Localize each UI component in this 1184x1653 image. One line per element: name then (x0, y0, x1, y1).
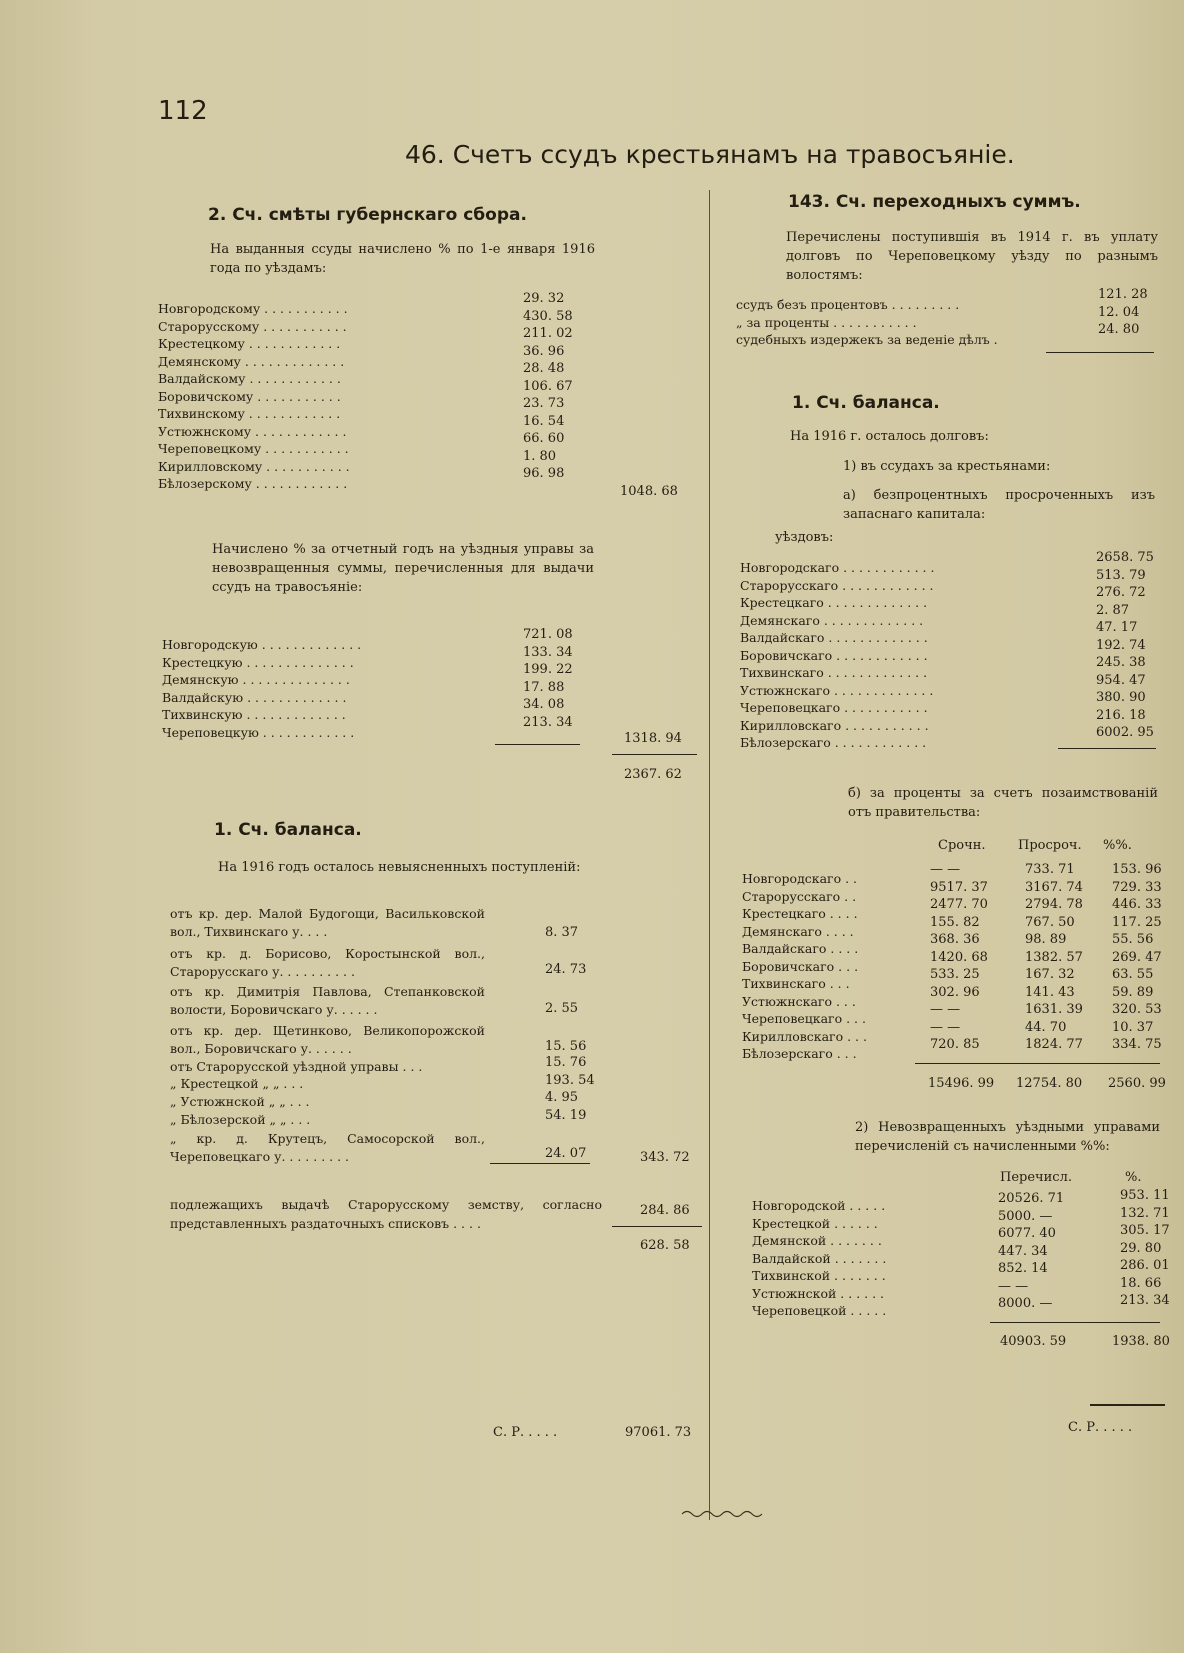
right-s1-row-label: судебныхъ издержекъ за веденіе дѣлъ . (736, 332, 998, 347)
left-s1-row-label: Старорусскому . . . . . . . . . . . (158, 318, 347, 334)
left-s3-row-value: 193. 54 (545, 1073, 595, 1088)
left-s3-heading: 1. Сч. баланса. (214, 820, 362, 840)
left-s1-row-value: 66. 60 (523, 431, 565, 446)
left-s2-total: 1318. 94 (624, 731, 682, 746)
left-s1-row-value: 106. 67 (523, 378, 573, 394)
right-s3-header-1: Срочн. (938, 838, 986, 853)
left-s1-row-label: Бѣлозерскому . . . . . . . . . . . . (158, 476, 348, 491)
ornament-squiggle (680, 1508, 770, 1520)
left-s3-row-value: 24. 73 (545, 962, 587, 977)
right-s3-row-c2: 141. 43 (1025, 984, 1075, 1000)
left-s3-row-label: отъ кр. дер. Малой Будогощи, Васильковской вол., Тихвинскаго у. . . . (170, 906, 485, 939)
right-s3-row-label: Бѣлозерскаго . . . (742, 1046, 857, 1061)
left-s3-row-value: 24. 07 (545, 1146, 587, 1161)
left-s3-row-label: „ кр. д. Крутецъ, Самосорской вол., Череповецкаго у. . . . . . . . . (170, 1131, 485, 1164)
right-s3-row-c1: 9517. 37 (930, 879, 988, 895)
left-s3-row-value: 2. 55 (545, 1001, 579, 1016)
right-s3-row-c2: 44. 70 (1025, 1019, 1067, 1035)
left-s3-total: 343. 72 (640, 1150, 690, 1165)
right-s2-row-value: 2. 87 (1096, 602, 1130, 618)
right-s3-row-c1: 720. 85 (930, 1037, 980, 1052)
right-s3-row-c2: 167. 32 (1025, 967, 1075, 982)
left-s3-intro: На 1916 годъ осталось невыясненныхъ поступленій: (218, 860, 581, 875)
right-s4-row-c2: 305. 17 (1120, 1223, 1170, 1238)
left-s2-grand: 2367. 62 (624, 767, 682, 782)
left-s2-row-value: 213. 34 (523, 714, 573, 730)
right-s1-intro: Перечислены поступившія въ 1914 г. въ уплату долговъ по Череповецкому уѣзду по разнымъ волостямъ: (786, 230, 1158, 283)
right-s3-row-label: Тихвинскаго . . . (742, 976, 850, 991)
right-s2-row-label: Валдайскаго . . . . . . . . . . . . . (740, 630, 928, 645)
right-s2-row-label: Боровичскаго . . . . . . . . . . . . (740, 647, 928, 663)
left-s1-row-value: 1. 80 (523, 448, 557, 464)
right-s4-row-c2: 213. 34 (1120, 1293, 1170, 1308)
right-s4-total-2: 1938. 80 (1112, 1334, 1170, 1349)
right-s3-row-c3: 117. 25 (1112, 914, 1162, 930)
right-s1-rule (1046, 352, 1154, 353)
right-s3-row-c3: 334. 75 (1112, 1037, 1162, 1052)
right-s3-intro: б) за проценты за счетъ позаимствованій отъ правительства: (848, 786, 1158, 820)
left-s1-row-label: Крестецкому . . . . . . . . . . . . (158, 336, 341, 351)
right-s3-total-3: 2560. 99 (1108, 1076, 1166, 1091)
left-s3-extra-label: подлежащихъ выдачѣ Старорусскому земству, согласно представленныхъ раздаточныхъ списковъ . . . . (170, 1197, 602, 1231)
right-s2-rule (1058, 748, 1156, 749)
column-divider (709, 190, 710, 1520)
right-s4-row-label: Устюжнской . . . . . . (752, 1285, 885, 1301)
right-s4-header-1: Перечисл. (1000, 1170, 1072, 1185)
left-s2-row-label: Новгородскую . . . . . . . . . . . . . (162, 637, 362, 652)
right-s1-row-label: ссудъ безъ процентовъ . . . . . . . . . (736, 297, 960, 312)
left-s1-row-label: Череповецкому . . . . . . . . . . . (158, 441, 349, 456)
right-s2-row-label: Старорусскаго . . . . . . . . . . . . (740, 577, 934, 593)
right-s3-row-label: Крестецкаго . . . . (742, 906, 858, 921)
right-s4-header-2: %. (1125, 1170, 1142, 1185)
right-s2-row-label: Устюжнскаго . . . . . . . . . . . . . (740, 682, 934, 698)
right-s2-row-value: 2658. 75 (1096, 550, 1154, 565)
left-s2-row-label: Тихвинскую . . . . . . . . . . . . . (162, 707, 346, 722)
right-s4-row-c2: 29. 80 (1120, 1240, 1162, 1256)
left-s2-intro: Начислено % за отчетный годъ на уѣздныя управы за невозвращенныя суммы, перечисленныя для выдачи ссудъ на травосъяніе: (212, 542, 594, 595)
left-s1-row-value: 23. 73 (523, 396, 565, 411)
right-footer-rule (1090, 1404, 1165, 1406)
left-s3-row-label: отъ Старорусской уѣздной управы . . . (170, 1059, 423, 1074)
right-s4-row-c2: 286. 01 (1120, 1258, 1170, 1273)
left-s1-row-value: 29. 32 (523, 291, 565, 306)
right-s3-row-label: Демянскаго . . . . (742, 923, 854, 939)
left-s3-row-value: 4. 95 (545, 1090, 579, 1105)
right-s4-row-label: Крестецкой . . . . . . (752, 1215, 878, 1231)
left-s2-row-label: Крестецкую . . . . . . . . . . . . . . (162, 654, 354, 670)
left-s3-row-value: 8. 37 (545, 925, 579, 940)
left-s1-row-label: Боровичскому . . . . . . . . . . . (158, 388, 341, 404)
right-s1-heading: 143. Сч. переходныхъ суммъ. (788, 192, 1081, 212)
right-s3-row-c1: — — (930, 1019, 961, 1035)
right-footer-label: С. Р. . . . . (1068, 1420, 1133, 1435)
left-s3-row-label: „ Крестецкой „ „ . . . (170, 1076, 304, 1091)
left-s3-row-value: 15. 76 (545, 1055, 587, 1070)
right-s2-row-value: 380. 90 (1096, 690, 1146, 705)
right-s2-row-value: 47. 17 (1096, 620, 1138, 635)
right-s3-row-c1: — — (930, 1002, 961, 1017)
left-s1-row-label: Новгородскому . . . . . . . . . . . (158, 301, 348, 316)
right-s4-row-c2: 953. 11 (1120, 1188, 1170, 1203)
right-s3-row-c3: 59. 89 (1112, 984, 1154, 1000)
right-s4-row-c2: 132. 71 (1120, 1205, 1170, 1221)
right-s4-row-label: Череповецкой . . . . . (752, 1303, 887, 1318)
left-s1-total: 1048. 68 (620, 484, 678, 499)
right-s2-p3: а) безпроцентныхъ просроченныхъ изъ запаснаго капитала: (843, 488, 1155, 522)
right-s4-total-1: 40903. 59 (1000, 1334, 1067, 1349)
left-s3-row-label: отъ кр. дер. Щетинково, Великопорожской вол., Боровичскаго у. . . . . . (170, 1023, 485, 1056)
right-s3-row-c2: 1631. 39 (1025, 1002, 1083, 1017)
right-s3-row-c2: 733. 71 (1025, 862, 1075, 877)
right-s3-row-c1: 2477. 70 (930, 897, 988, 912)
left-s3-grand: 628. 58 (640, 1238, 690, 1253)
left-footer-label: С. Р. . . . . (493, 1425, 558, 1440)
right-s2-row-value: 6002. 95 (1096, 725, 1154, 740)
right-s3-row-c1: 1420. 68 (930, 949, 988, 965)
right-s2-row-label: Бѣлозерскаго . . . . . . . . . . . . (740, 735, 927, 750)
right-s2-p2: 1) въ ссудахъ за крестьянами: (843, 459, 1051, 474)
left-s1-row-label: Кирилловскому . . . . . . . . . . . (158, 458, 350, 474)
right-s2-row-label: Новгородскаго . . . . . . . . . . . . (740, 560, 935, 575)
left-s1-row-value: 430. 58 (523, 308, 573, 324)
left-s2-rule2 (612, 754, 697, 755)
right-s4-row-label: Демянской . . . . . . . (752, 1233, 882, 1248)
left-s3-row-label: „ Устюжнской „ „ . . . (170, 1094, 310, 1109)
right-s4-row-c1: 8000. — (998, 1296, 1053, 1311)
left-s2-rule (495, 744, 580, 745)
right-s3-row-label: Старорусскаго . . (742, 888, 857, 904)
left-s2-row-value: 17. 88 (523, 679, 565, 695)
right-s3-row-c2: 2794. 78 (1025, 897, 1083, 912)
right-s3-total-1: 15496. 99 (928, 1076, 995, 1091)
right-s3-row-label: Кирилловскаго . . . (742, 1028, 867, 1044)
left-s3-rule (490, 1163, 590, 1164)
right-s2-row-label: Демянскаго . . . . . . . . . . . . . (740, 612, 924, 628)
right-s4-row-c1: 20526. 71 (998, 1191, 1065, 1206)
right-s3-row-c1: 302. 96 (930, 984, 980, 1000)
right-s1-row-value: 24. 80 (1098, 322, 1140, 337)
left-s3-row-label: „ Бѣлозерской „ „ . . . (170, 1112, 311, 1127)
right-s2-sub: уѣздовъ: (775, 530, 834, 545)
right-s3-row-c1: 155. 82 (930, 914, 980, 930)
left-s2-row-label: Валдайскую . . . . . . . . . . . . . (162, 689, 347, 705)
right-s2-row-value: 192. 74 (1096, 637, 1146, 653)
right-s1-row-value: 121. 28 (1098, 287, 1148, 302)
right-s2-p1: На 1916 г. осталось долговъ: (790, 429, 989, 444)
left-s3-row-label: отъ кр. д. Борисово, Коростынской вол., Старорусскаго у. . . . . . . . . . (170, 946, 485, 979)
right-s4-row-c1: 447. 34 (998, 1243, 1048, 1259)
right-s3-total-2: 12754. 80 (1016, 1076, 1083, 1091)
right-s2-row-value: 276. 72 (1096, 585, 1146, 600)
right-s2-row-label: Кирилловскаго . . . . . . . . . . . (740, 717, 929, 733)
right-s4-row-label: Тихвинской . . . . . . . (752, 1268, 886, 1283)
right-s3-header-3: %%. (1103, 838, 1132, 853)
right-s3-row-label: Череповецкаго . . . (742, 1011, 866, 1026)
left-s1-row-label: Валдайскому . . . . . . . . . . . . (158, 371, 341, 386)
left-s1-row-value: 36. 96 (523, 343, 565, 359)
left-s1-heading: 2. Сч. смѣты губернскаго сбора. (208, 205, 527, 225)
right-s3-row-label: Боровичскаго . . . (742, 958, 859, 974)
left-s2-row-value: 199. 22 (523, 662, 573, 677)
right-s3-row-c3: 320. 53 (1112, 1002, 1162, 1017)
right-s4-intro: 2) Невозвращенныхъ уѣздными управами перечисленій съ начисленными %%: (855, 1120, 1160, 1154)
right-s2-row-value: 245. 38 (1096, 655, 1146, 670)
right-s3-row-label: Новгородскаго . . (742, 871, 857, 886)
right-s3-row-label: Устюжнскаго . . . (742, 993, 856, 1009)
left-s3-row-value: 54. 19 (545, 1108, 587, 1123)
right-s3-row-c2: 1382. 57 (1025, 949, 1083, 965)
left-s1-row-value: 16. 54 (523, 413, 565, 429)
left-s2-row-label: Демянскую . . . . . . . . . . . . . . (162, 672, 350, 687)
right-s4-row-label: Валдайской . . . . . . . (752, 1250, 887, 1266)
left-s1-intro: На выданныя ссуды начислено % по 1-е января 1916 года по уѣздамъ: (210, 242, 595, 276)
left-s2-row-value: 721. 08 (523, 627, 573, 642)
left-s2-row-label: Череповецкую . . . . . . . . . . . . (162, 724, 355, 740)
left-s1-row-label: Тихвинскому . . . . . . . . . . . . (158, 406, 341, 421)
right-s3-row-c3: 153. 96 (1112, 862, 1162, 877)
right-s2-heading: 1. Сч. баланса. (792, 393, 940, 413)
right-s4-row-c1: — — (998, 1278, 1029, 1294)
right-s4-row-c1: 852. 14 (998, 1261, 1048, 1276)
right-s3-row-c3: 63. 55 (1112, 967, 1154, 982)
right-s3-header-2: Просроч. (1018, 838, 1082, 853)
right-s4-rule (990, 1322, 1160, 1323)
right-s3-row-label: Валдайскаго . . . . (742, 941, 859, 956)
right-s2-row-value: 513. 79 (1096, 567, 1146, 583)
right-s2-row-value: 216. 18 (1096, 707, 1146, 723)
left-s3-rule2 (612, 1226, 702, 1227)
left-s3-row-value: 15. 56 (545, 1039, 587, 1054)
right-s3-row-c2: 767. 50 (1025, 914, 1075, 930)
left-s2-row-value: 34. 08 (523, 697, 565, 712)
right-s1-row-value: 12. 04 (1098, 304, 1140, 320)
page-number: 112 (158, 96, 208, 126)
right-s4-row-c2: 18. 66 (1120, 1275, 1162, 1291)
right-s4-row-c1: 6077. 40 (998, 1226, 1056, 1241)
right-s3-row-c1: 368. 36 (930, 932, 980, 947)
left-s1-row-value: 211. 02 (523, 326, 573, 341)
right-s4-row-label: Новгородской . . . . . (752, 1198, 886, 1213)
left-footer-value: 97061. 73 (625, 1425, 692, 1440)
right-s3-rule (915, 1063, 1160, 1064)
right-s3-row-c2: 3167. 74 (1025, 879, 1083, 895)
left-s2-row-value: 133. 34 (523, 644, 573, 660)
right-s3-row-c1: — — (930, 862, 961, 877)
right-s3-row-c2: 1824. 77 (1025, 1037, 1083, 1052)
right-s2-row-label: Череповецкаго . . . . . . . . . . . (740, 700, 928, 715)
right-s3-row-c1: 533. 25 (930, 967, 980, 982)
right-s3-row-c3: 10. 37 (1112, 1019, 1154, 1035)
right-s3-row-c3: 446. 33 (1112, 897, 1162, 912)
right-s3-row-c2: 98. 89 (1025, 932, 1067, 947)
right-s3-row-c3: 729. 33 (1112, 879, 1162, 895)
left-s1-row-label: Демянскому . . . . . . . . . . . . . (158, 353, 345, 369)
right-s4-row-c1: 5000. — (998, 1208, 1053, 1224)
left-s3-row-label: отъ кр. Димитрія Павлова, Степанковской волости, Боровичскаго у. . . . . . (170, 984, 485, 1017)
right-s2-row-label: Тихвинскаго . . . . . . . . . . . . . (740, 665, 928, 680)
right-s2-row-value: 954. 47 (1096, 672, 1146, 688)
right-s3-row-c3: 55. 56 (1112, 932, 1154, 947)
left-s1-row-value: 96. 98 (523, 466, 565, 481)
page-title: 46. Счетъ ссудъ крестьянамъ на травосъяніе. (405, 140, 1015, 169)
left-s1-row-value: 28. 48 (523, 361, 565, 376)
right-s2-row-label: Крестецкаго . . . . . . . . . . . . . (740, 595, 928, 610)
right-s1-row-label: „ за проценты . . . . . . . . . . . (736, 314, 917, 330)
right-s3-row-c3: 269. 47 (1112, 949, 1162, 965)
left-s1-row-label: Устюжнскому . . . . . . . . . . . . (158, 423, 347, 439)
left-s3-extra-value: 284. 86 (640, 1203, 690, 1218)
